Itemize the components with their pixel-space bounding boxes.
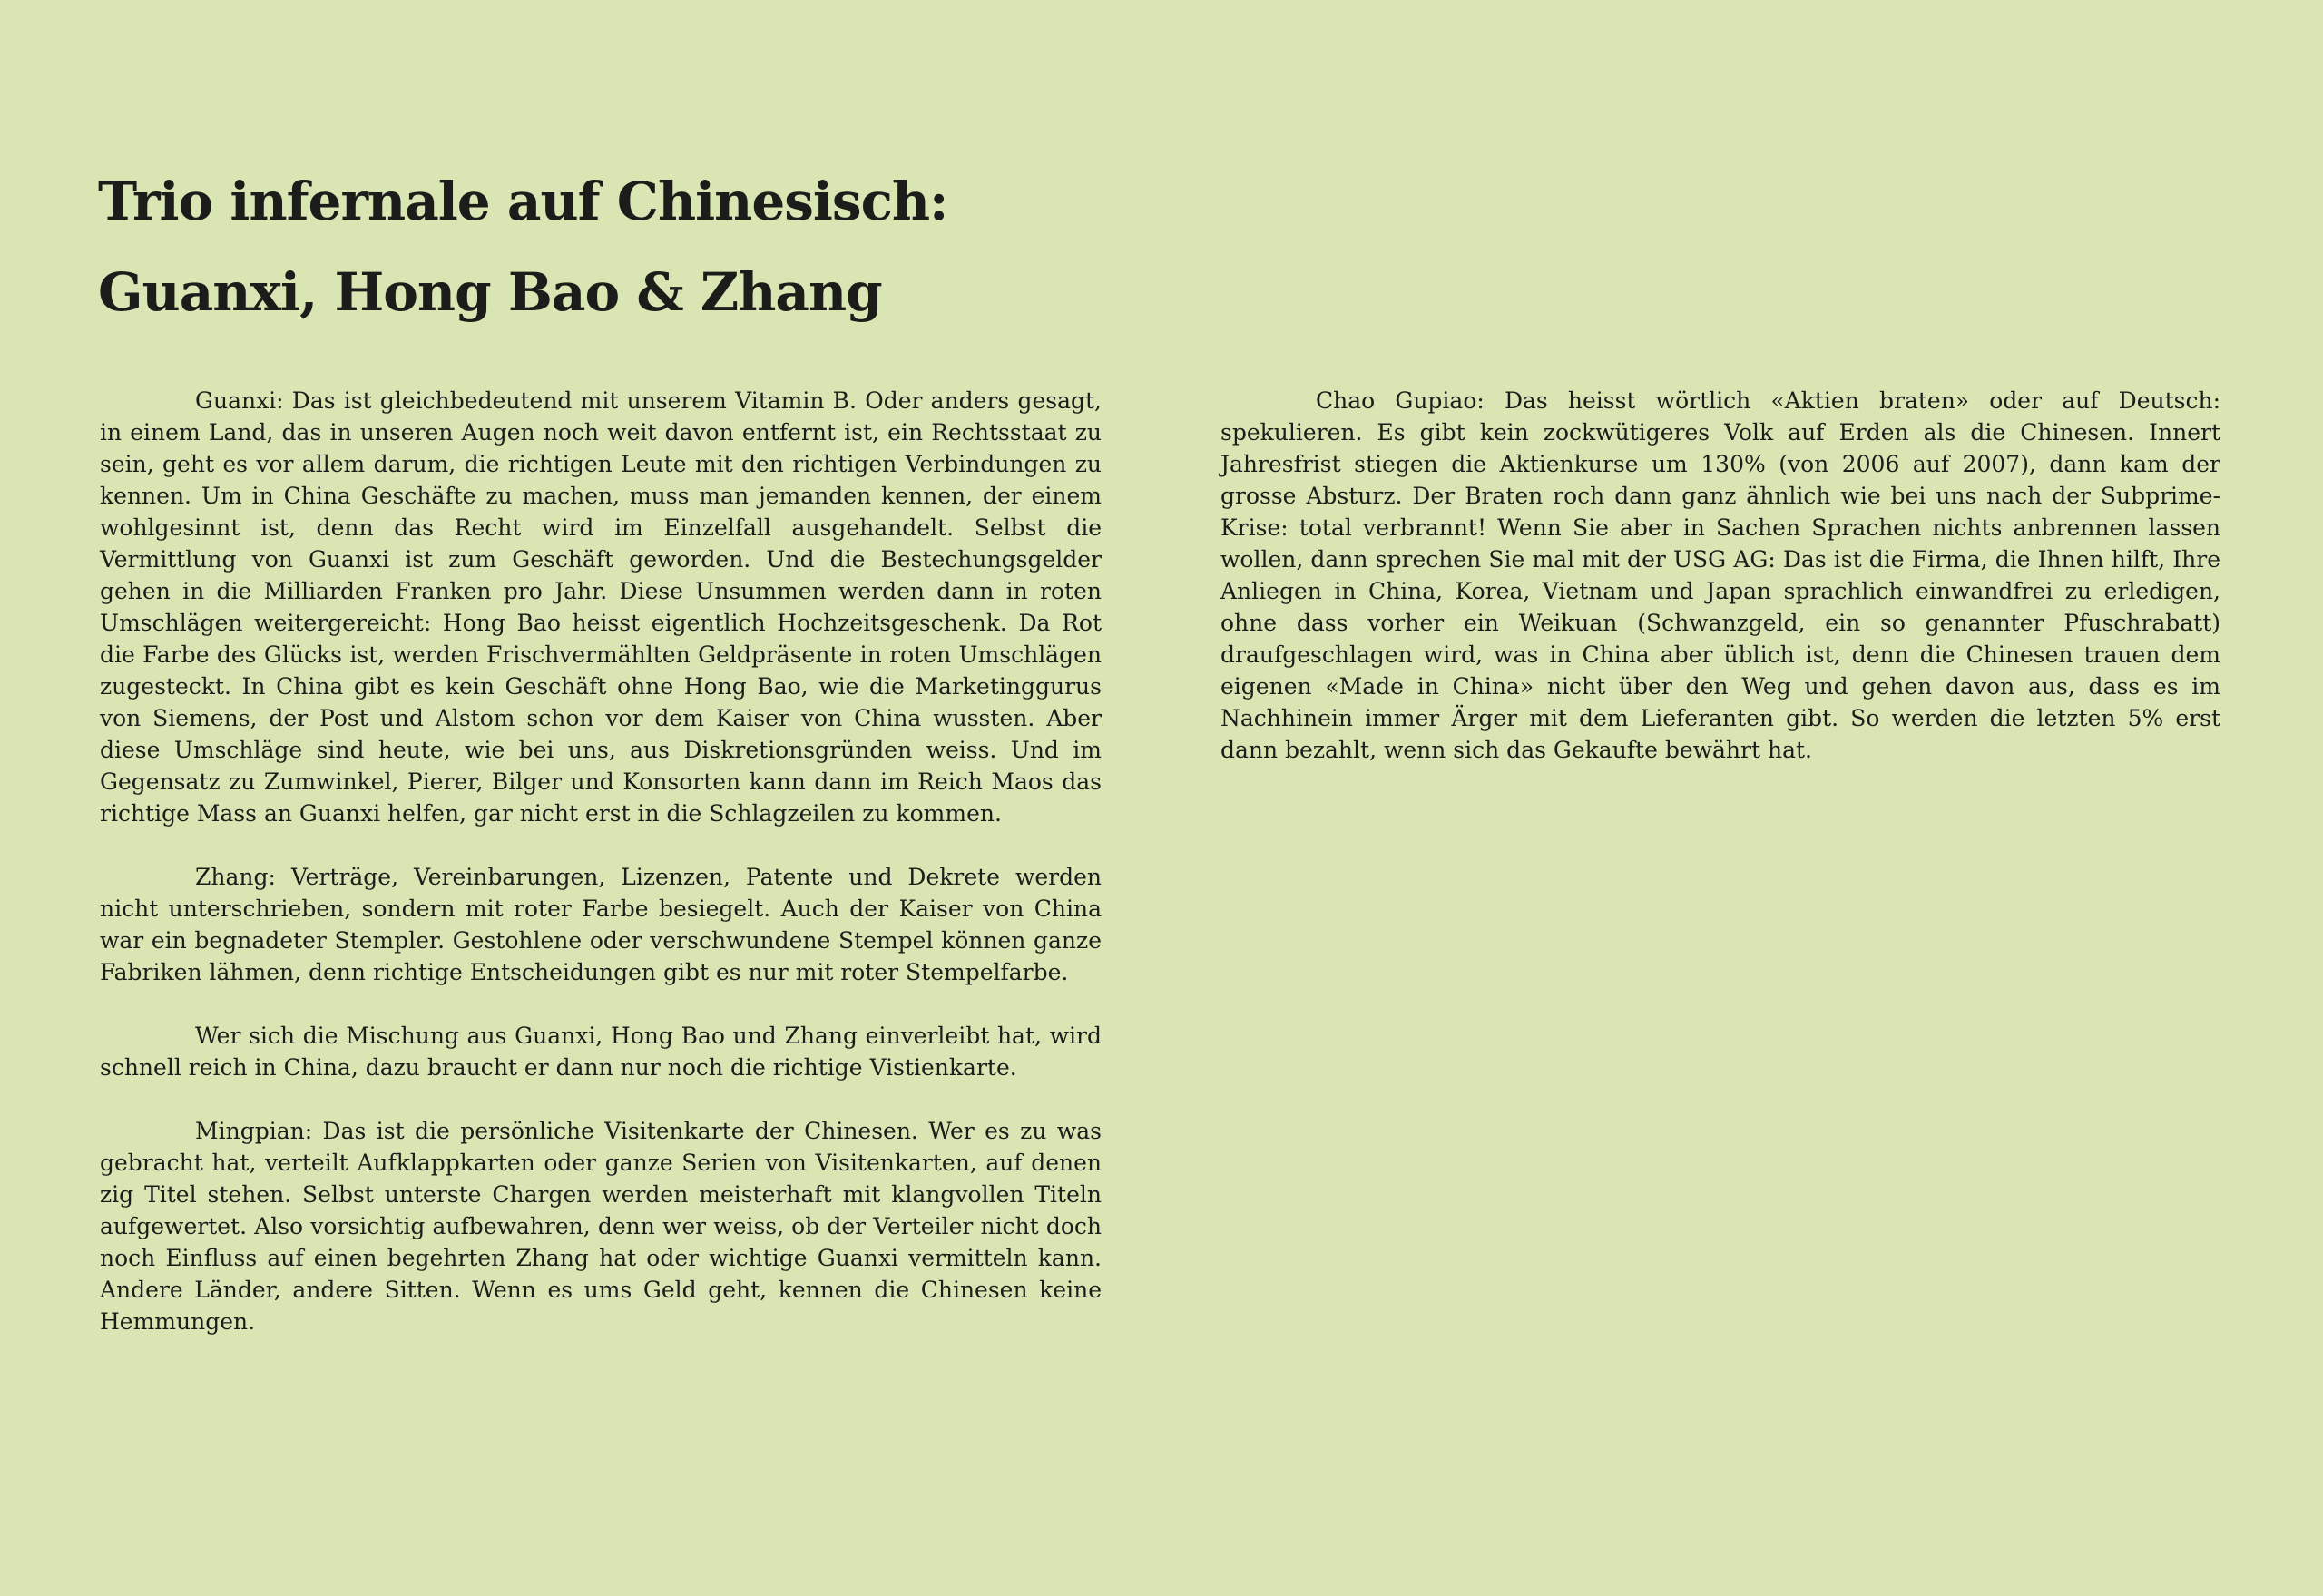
paragraph-chao-gupiao: Chao Gupiao: Das heisst wörtlich «Aktien braten» oder auf Deutsch: spekulieren. Es gibt kein zockwütigeres Volk auf Erden als die Chinesen. Innert Jahresfrist stiegen die Aktienkurse um 130% (von 2006 auf 2007), dann kam der grosse Absturz. Der Braten roch dann ganz ähnlich wie bei uns nach der Subprime-Krise: total verbrannt! Wenn Sie aber in Sachen Sprachen nichts anbrennen lassen wollen, dann sprechen Sie mal mit der USG AG: Das ist die Firma, die Ihnen hilft, Ihre Anliegen in China, Korea, Vietnam und Japan sprachlich einwandfrei zu erledigen, ohne dass vorher ein Weikuan (Schwanzgeld, ein so genannter Pfuschrabatt) draufgeschlagen wird, was in China aber üblich ist, denn die Chinesen trauen dem eigenen «Made in China» nicht über den Weg und gehen davon aus, dass es im Nachhinein immer Ärger mit dem Lieferanten gibt. So werden die letzten 5% erst dann bezahlt, wenn sich das Gekaufte bewährt hat. bbox=[1220, 387, 2220, 763]
page-title bbox=[98, 156, 947, 338]
paragraph-zhang: Zhang: Verträge, Vereinbarungen, Lizenzen, Patente und Dekrete werden nicht unterschrieben, sondern mit roter Farbe besiegelt. Auch der Kaiser von China war ein begnadeter Stempler. Gestohlene oder verschwundene Stempel können ganze Fabriken lähmen, denn richtige Entscheidungen gibt es nur mit roter Stempelfarbe. bbox=[100, 864, 1102, 985]
paragraph-guanxi: Guanxi: Das ist gleichbedeutend mit unserem Vitamin B. Oder anders gesagt, in einem Land, das in unseren Augen noch weit davon entfernt ist, ein Rechtsstaat zu sein, geht es vor allem darum, die richtigen Leute mit den richtigen Verbindungen zu kennen. Um in China Geschäfte zu machen, muss man jemanden kennen, der einem wohlgesinnt ist, denn das Recht wird im Einzelfall ausgehandelt. Selbst die Vermittlung von Guanxi ist zum Geschäft geworden. Und die Bestechungsgelder gehen in die Milliarden Franken pro Jahr. Diese Unsummen werden dann in roten Umschlägen weitergereicht: Hong Bao heisst eigentlich Hochzeitsgeschenk. Da Rot die Farbe des Glücks ist, werden Frischvermählten Geldpräsente in roten Umschlägen zugesteckt. In China gibt es kein Geschäft ohne Hong Bao, wie die Marketinggurus von Siemens, der Post und Alstom schon vor dem Kaiser von China wussten. Aber diese Umschläge sind heute, wie bei uns, aus Diskretionsgründen weiss. Und im Gegensatz zu Zumwinkel, Pierer, Bilger und Konsorten kann dann im Reich Maos das richtige Mass an Guanxi helfen, gar nicht erst in die Schlagzeilen zu kommen. bbox=[100, 387, 1102, 827]
title-line-1: Trio infernale auf Chinesisch: bbox=[98, 171, 948, 232]
title-line-2: Guanxi, Hong Bao & Zhang bbox=[98, 261, 882, 323]
paragraph-mingpian: Mingpian: Das ist die persönliche Visitenkarte der Chinesen. Wer es zu was gebracht hat, verteilt Aufklappkarten oder ganze Serien von Visitenkarten, auf denen zig Titel stehen. Selbst unterste Chargen werden meisterhaft mit klangvollen Titeln aufgewertet. Also vorsichtig aufbewahren, denn wer weiss, ob der Verteiler nicht doch noch Einfluss auf einen begehrten Zhang hat oder wichtige Guanxi vermitteln kann. Andere Länder, andere Sitten. Wenn es ums Geld geht, kennen die Chinesen keine Hemmungen. bbox=[100, 1118, 1102, 1335]
paragraph-mischung: Wer sich die Mischung aus Guanxi, Hong Bao und Zhang einverleibt hat, wird schnell reich in China, dazu braucht er dann nur noch die richtige Vistienkarte. bbox=[100, 1023, 1102, 1081]
left-text-column bbox=[100, 385, 1102, 1337]
right-text-column bbox=[1220, 385, 2220, 766]
